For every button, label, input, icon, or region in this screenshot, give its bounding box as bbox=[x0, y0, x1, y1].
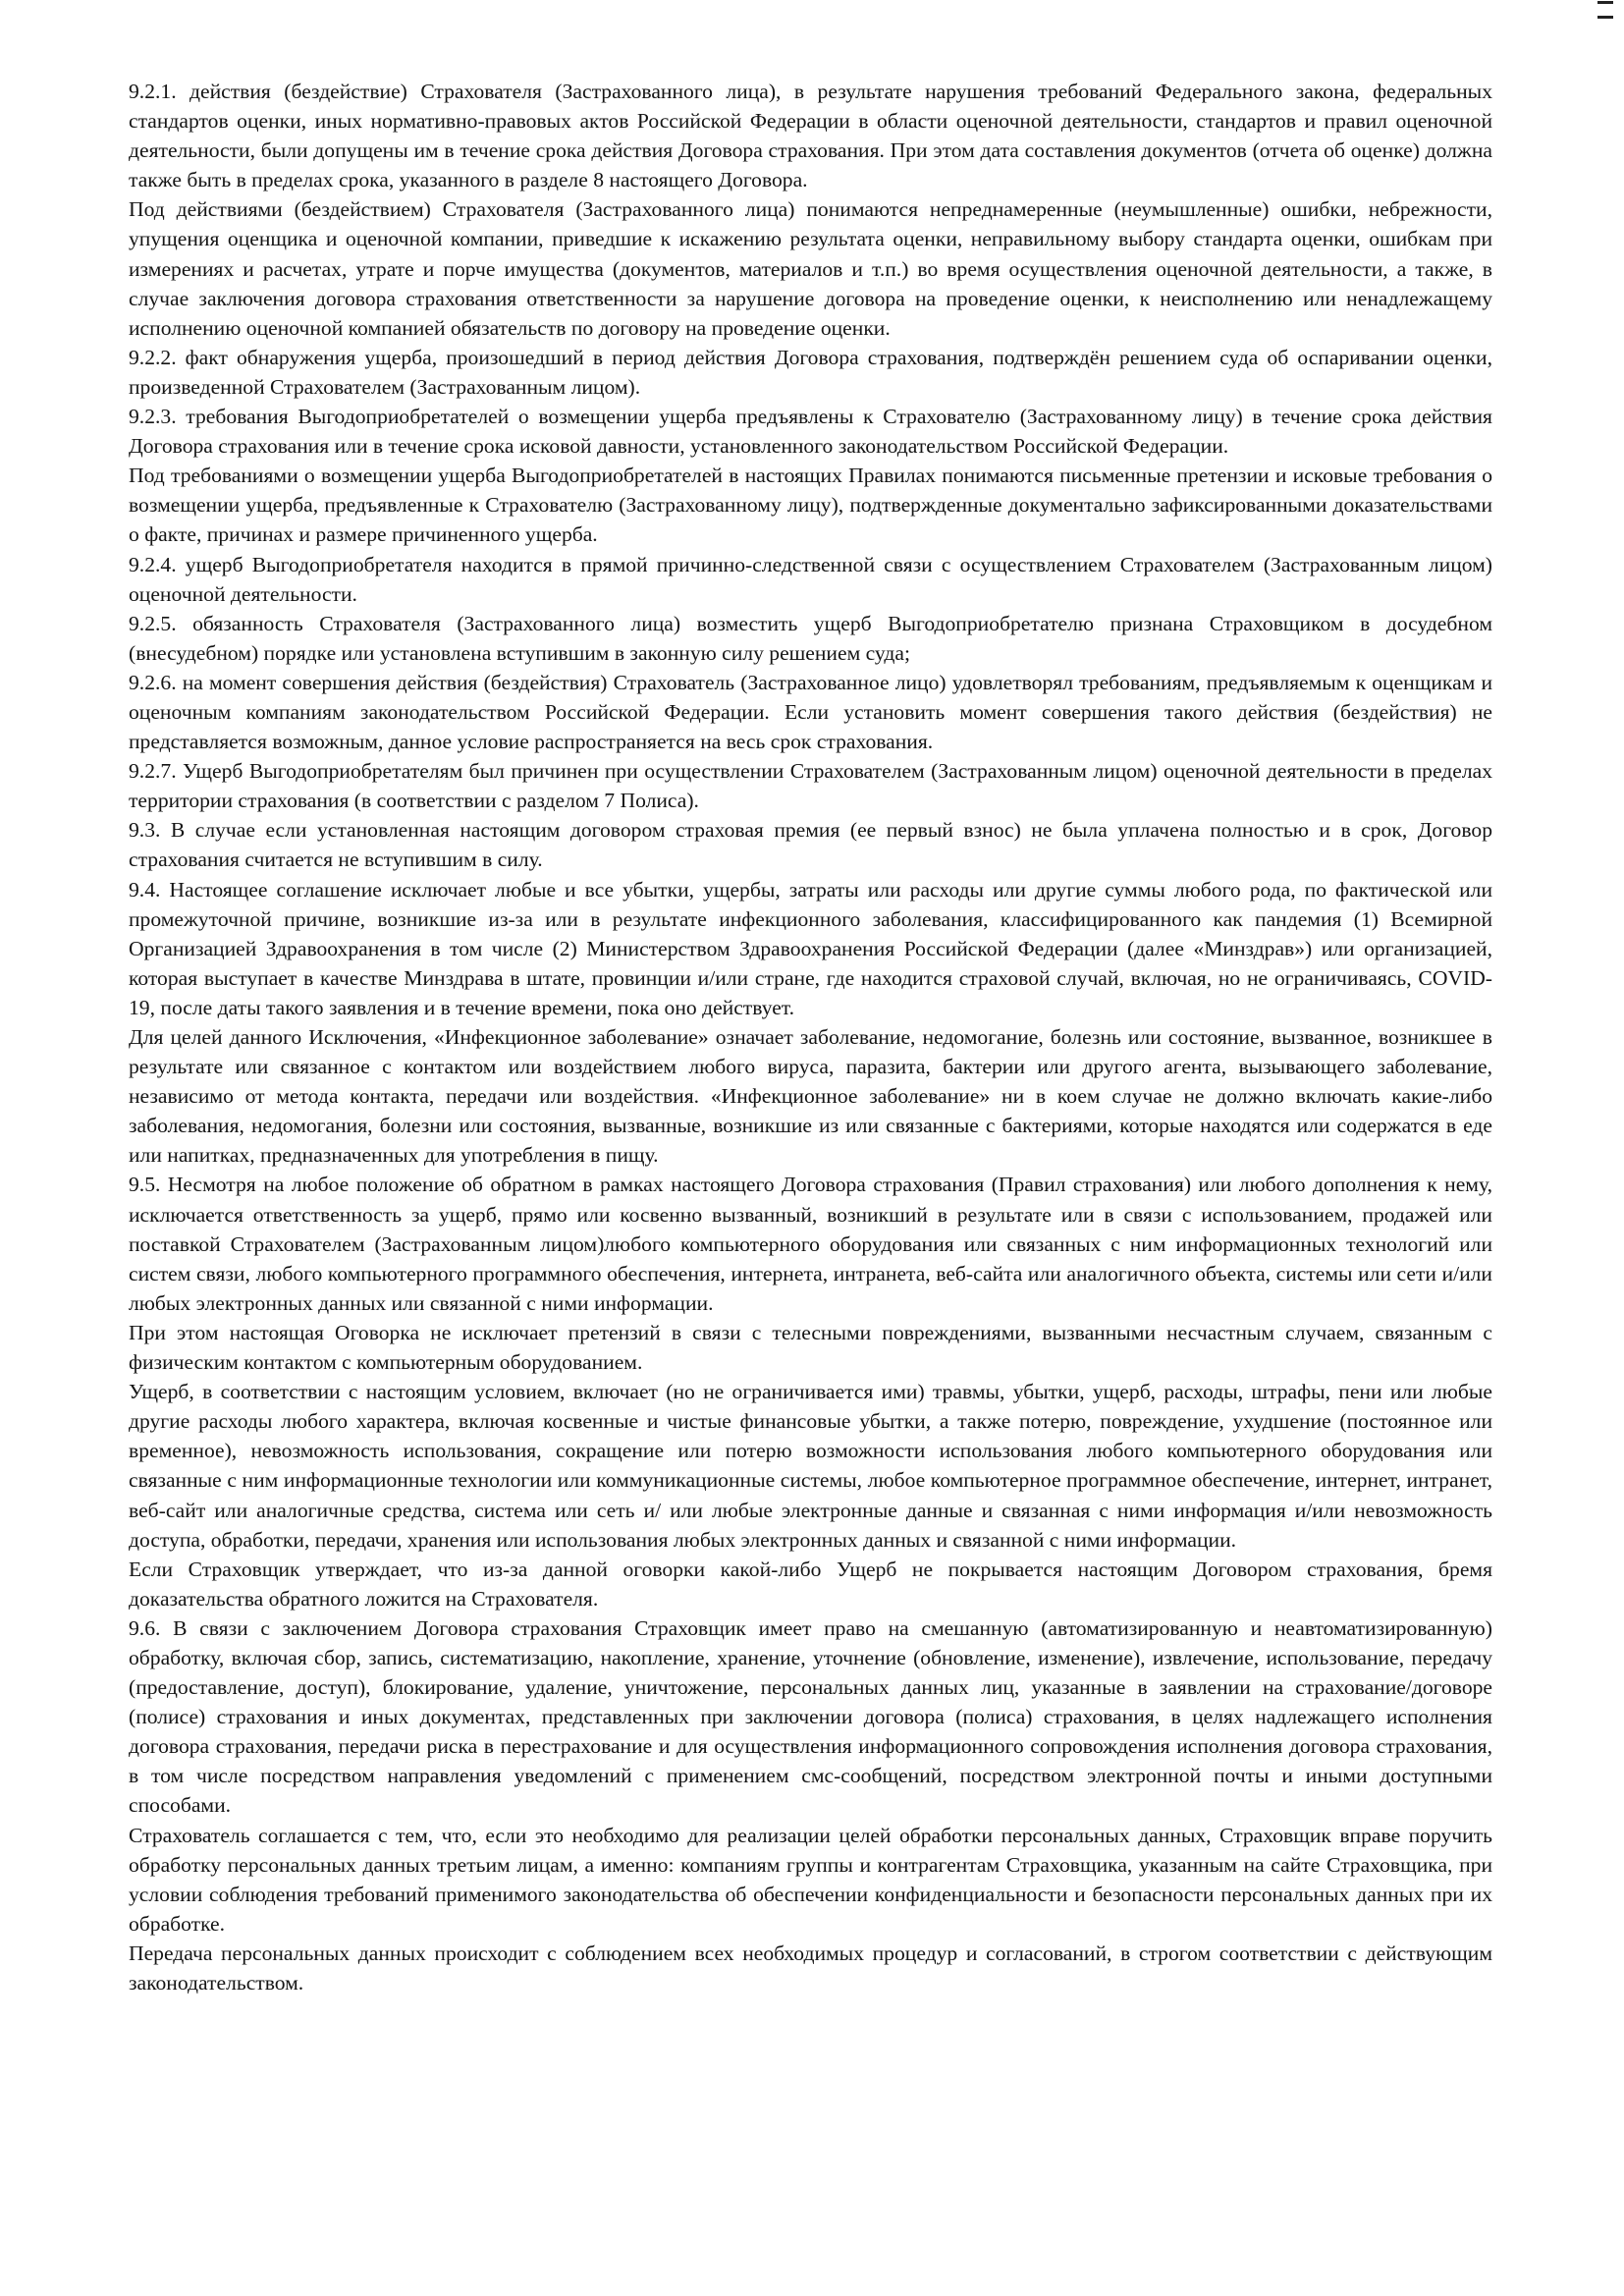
paragraph-infectious-disease-definition: Для целей данного Исключения, «Инфекционное заболевание» означает заболевание, недомогание, болезнь или состояние, вызванное, возникшее в результате или связанное с контактом или воздействием любого вируса, паразита, бактерии или другого агента, вызывающего заболевание, независимо от метода контакта, передачи или воздействия. «Инфекционное заболевание» ни в коем случае не должно включать какие-либо заболевания, недомогания, болезни или состояния, вызванные, возникшие из или связанные с бактериями, которые находятся или содержатся в еде или напитках, предназначенных для употребления в пищу. bbox=[129, 1025, 1492, 1168]
clause-9-6: 9.6. В связи с заключением Договора страхования Страховщик имеет право на смешанную (автоматизированную и неавтоматизированную) обработку, включая сбор, запись, систематизацию, накопление, хранение, уточнение (обновление, изменение), извлечение, использование, передачу (предоставление, доступ), блокирование, удаление, уничтожение, персональных данных лиц, указанные в заявлении на страхование/договоре (полисе) страхования и иных документах, представленных при заключении договора (полиса) страхования, в целях надлежащего исполнения договора страхования, передачи риска в перестрахование и для осуществления информационного сопровождения исполнения договора страхования, в том числе посредством направления уведомлений с применением смс-сообщений, посредством электронной почты и иными доступными способами. bbox=[129, 1615, 1492, 1818]
paragraph-bodily-injury-exception: При этом настоящая Оговорка не исключает претензий в связи с телесными повреждениями, вызванными несчастным случаем, связанным с физическим контактом с компьютерным оборудованием. bbox=[129, 1320, 1492, 1375]
paragraph-burden-of-proof: Если Страховщик утверждает, что из-за данной оговорки какой-либо Ущерб не покрывается настоящим Договором страхования, бремя доказательства обратного ложится на Страхователя. bbox=[129, 1557, 1492, 1611]
paragraph-data-transfer: Передача персональных данных происходит с соблюдением всех необходимых процедур и согласований, в строгом соответствии с действующим законодательством. bbox=[129, 1941, 1492, 1995]
clause-9-2-2: 9.2.2. факт обнаружения ущерба, произошедший в период действия Договора страхования, подтверждён решением суда об оспаривании оценки, произведенной Страхователем (Застрахованным лицом). bbox=[129, 345, 1492, 399]
clause-9-2-5: 9.2.5. обязанность Страхователя (Застрахованного лица) возместить ущерб Выгодоприобретателю признана Страховщиком в досудебном (внесудебном) порядке или установлена вступившим в законную силу решением суда; bbox=[129, 611, 1492, 665]
clause-9-4: 9.4. Настоящее соглашение исключает любые и все убытки, ущербы, затраты или расходы или другие суммы любого рода, по фактической или промежуточной причине, возникшие из-за или в результате инфекционного заболевания, классифицированного как пандемия (1) Всемирной Организацией Здравоохранения в том числе (2) Министерством Здравоохранения Российской Федерации (далее «Минздрав») или организацией, которая выступает в качестве Минздрава в штате, провинции и/или стране, где находится страховой случай, включая, но не ограничиваясь, COVID-19, после даты такого заявления и в течение времени, пока оно действует. bbox=[129, 877, 1492, 1019]
scan-artifact-mark bbox=[1597, 1, 1613, 4]
paragraph-actions-definition: Под действиями (бездействием) Страхователя (Застрахованного лица) понимаются непреднамеренные (неумышленные) ошибки, небрежности, упущения оценщика и оценочной компании, приведшие к искажению результата оценки, неправильному выбору стандарта оценки, ошибкам при измерениях и расчетах, утрате и порче имущества (документов, материалов и т.п.) во время осуществления оценочной деятельности, а также, в случае заключения договора страхования ответственности за нарушение договора на проведение оценки, к неисполнению или ненадлежащему исполнению оценочной компанией обязательств по договору на проведение оценки. bbox=[129, 197, 1492, 340]
clause-9-2-3: 9.2.3. требования Выгодоприобретателей о возмещении ущерба предъявлены к Страхователю (Застрахованному лицу) в течение срока действия Договора страхования или в течение срока исковой давности, установленного законодательством Российской Федерации. bbox=[129, 405, 1492, 459]
paragraph-damage-definition: Ущерб, в соответствии с настоящим условием, включает (но не ограничивается ими) травмы, убытки, ущерб, расходы, штрафы, пени или любые другие расходы любого характера, включая косвенные и чистые финансовые убытки, а также потерю, повреждение, ухудшение (постоянное или временное), невозможность использования, сокращение или потерю возможности использования любого компьютерного оборудования или связанные с ним информационные технологии или коммуникационные системы, любое компьютерное программное обеспечение, интернет, интранет, веб-сайт или аналогичные средства, система или сеть и/ или любые электронные данные и связанная с ними информация и/или невозможность доступа, обработки, передачи, хранения или использования любых электронных данных и связанной с ними информации. bbox=[129, 1380, 1492, 1552]
clause-9-2-1: 9.2.1. действия (бездействие) Страхователя (Застрахованного лица), в результате нарушения требований Федерального закона, федеральных стандартов оценки, иных нормативно-правовых актов Российской Федерации в области оценочной деятельности, стандартов и правил оценочной деятельности, были допущены им в течение срока действия Договора страхования. При этом дата составления документов (отчета об оценке) должна также быть в пределах срока, указанного в разделе 8 настоящего Договора. bbox=[129, 80, 1492, 192]
clause-9-2-7: 9.2.7. Ущерб Выгодоприобретателям был причинен при осуществлении Страхователем (Застрахованным лицом) оценочной деятельности в пределах территории страхования (в соответствии с разделом 7 Полиса). bbox=[129, 759, 1492, 813]
clause-9-3: 9.3. В случае если установленная настоящим договором страховая премия (ее первый взнос) не была уплачена полностью и в срок, Договор страхования считается не вступившим в силу. bbox=[129, 818, 1492, 872]
scan-artifact-mark bbox=[1597, 16, 1613, 19]
clause-9-5: 9.5. Несмотря на любое положение об обратном в рамках настоящего Договора страхования (Правил страхования) или любого дополнения к нему, исключается ответственность за ущерб, прямо или косвенно вызванный, возникший в результате или в связи с использованием, продажей или поставкой Страхователем (Застрахованным лицом)любого компьютерного оборудования или связанных с ним информационных технологий или систем связи, любого компьютерного программного обеспечения, интернета, интранета, веб-сайта или аналогичного объекта, системы или сети и/или любых электронных данных или связанной с ними информации. bbox=[129, 1173, 1492, 1315]
clause-9-2-4: 9.2.4. ущерб Выгодоприобретателя находится в прямой причинно-следственной связи с осуществлением Страхователем (Застрахованным лицом) оценочной деятельности. bbox=[129, 552, 1492, 606]
paragraph-third-party-processing: Страхователь соглашается с тем, что, если это необходимо для реализации целей обработки персональных данных, Страховщик вправе поручить обработку персональных данных третьим лицам, а именно: компаниям группы и контрагентам Страховщика, указанным на сайте Страховщика, при условии соблюдения требований применимого законодательства об обеспечении конфиденциальности и безопасности персональных данных при их обработке. bbox=[129, 1823, 1492, 1936]
paragraph-claims-definition: Под требованиями о возмещении ущерба Выгодоприобретателей в настоящих Правилах понимаются письменные претензии и исковые требования о возмещении ущерба, предъявленные к Страхователю (Застрахованному лицу), подтвержденные документально зафиксированными доказательствами о факте, причинах и размере причиненного ущерба. bbox=[129, 464, 1492, 547]
document-page bbox=[129, 77, 1492, 1997]
clause-9-2-6: 9.2.6. на момент совершения действия (бездействия) Страхователь (Застрахованное лицо) удовлетворял требованиям, предъявляемым к оценщикам и оценочным компаниям законодательством Российской Федерации. Если установить момент совершения такого действия (бездействия) не представляется возможным, данное условие распространяется на весь срок страхования. bbox=[129, 670, 1492, 754]
